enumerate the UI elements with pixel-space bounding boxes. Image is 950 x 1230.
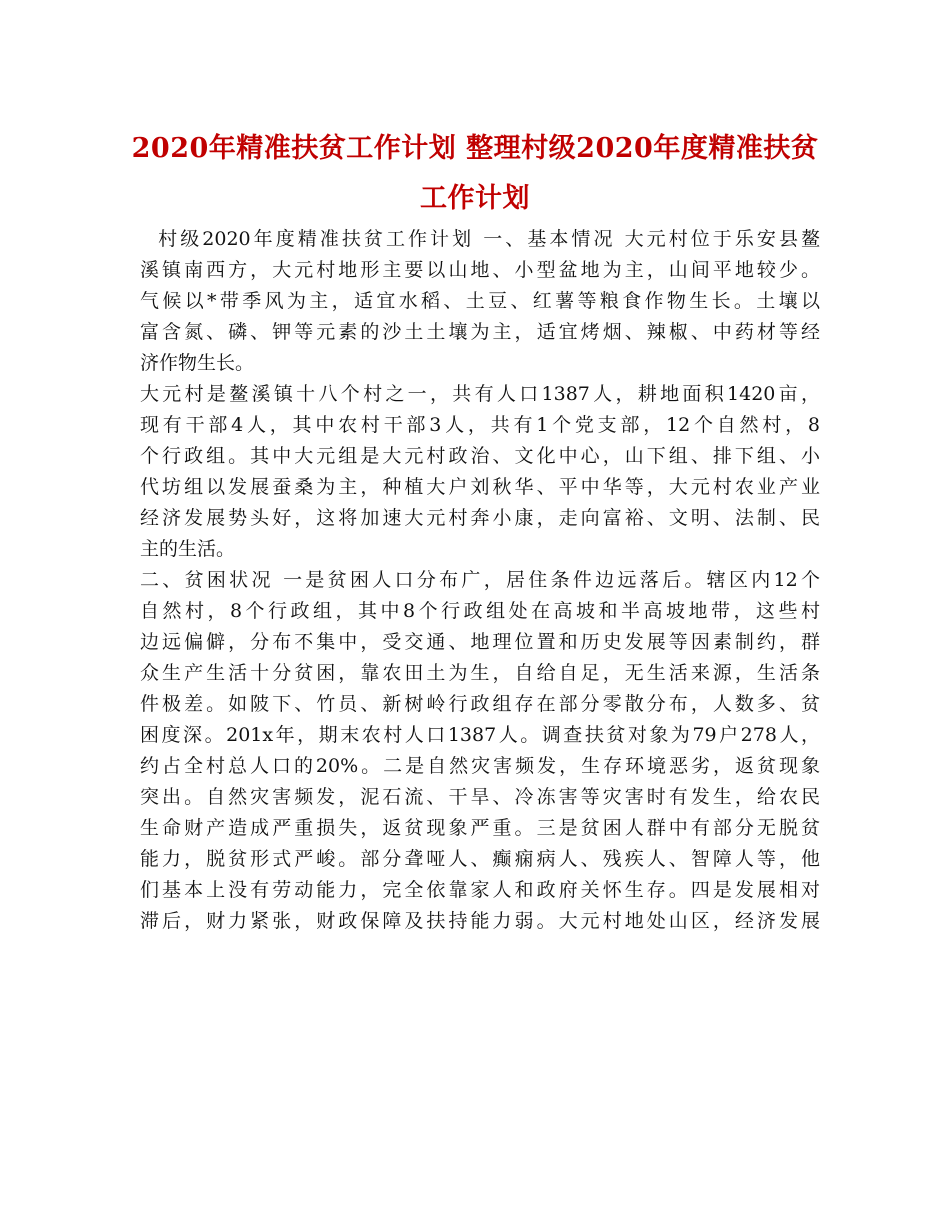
- title-line: 工作计划: [420, 183, 530, 214]
- body-line: 经济发展势头好，这将加速大元村奔小康，走向富裕、文明、法制、民: [140, 507, 820, 529]
- body-line: 突出。自然灾害频发，泥石流、干旱、冷冻害等灾害时有发生，给农民: [140, 786, 820, 808]
- document-body: [140, 224, 820, 937]
- body-line: 气候以*带季风为主，适宜水稻、土豆、红薯等粮食作物生长。土壤以: [140, 290, 820, 312]
- title-line: 2020年精准扶贫工作计划 整理村级2020年度精准扶贫: [131, 133, 819, 164]
- body-line: 村级2020年度精准扶贫工作计划 一、基本情况 大元村位于乐安县鳌: [140, 228, 820, 250]
- body-line: 困度深。201x年，期末农村人口1387人。调查扶贫对象为79户278人，: [140, 724, 820, 746]
- body-line: 们基本上没有劳动能力，完全依靠家人和政府关怀生存。四是发展相对: [140, 879, 820, 901]
- body-line: 自然村，8个行政组，其中8个行政组处在高坡和半高坡地带，这些村: [140, 600, 820, 622]
- body-line: 约占全村总人口的20%。二是自然灾害频发，生存环境恶劣，返贫现象: [140, 755, 820, 777]
- body-line: 主的生活。: [140, 538, 236, 560]
- body-line: 个行政组。其中大元组是大元村政治、文化中心，山下组、排下组、小: [140, 445, 820, 467]
- body-line: 济作物生长。: [140, 352, 255, 374]
- body-line: 件极差。如陂下、竹员、新树岭行政组存在部分零散分布，人数多、贫: [140, 693, 820, 715]
- body-line: 代坊组以发展蚕桑为主，种植大户刘秋华、平中华等，大元村农业产业: [140, 476, 820, 498]
- body-line: 生命财产造成严重损失，返贫现象严重。三是贫困人群中有部分无脱贫: [140, 817, 820, 839]
- body-line: 能力，脱贫形式严峻。部分聋哑人、癫痫病人、残疾人、智障人等，他: [140, 848, 820, 870]
- body-line: 二、贫困状况 一是贫困人口分布广，居住条件边远落后。辖区内12个: [140, 569, 820, 591]
- body-line: 滞后，财力紧张，财政保障及扶持能力弱。大元村地处山区，经济发展: [140, 910, 820, 932]
- body-line: 溪镇南西方，大元村地形主要以山地、小型盆地为主，山间平地较少。: [140, 259, 820, 281]
- document-title: [128, 124, 822, 224]
- body-line: 众生产生活十分贫困，靠农田土为生，自给自足，无生活来源，生活条: [140, 662, 820, 684]
- body-line: 富含氮、磷、钾等元素的沙土土壤为主，适宜烤烟、辣椒、中药材等经: [140, 321, 820, 343]
- body-line: 大元村是鳌溪镇十八个村之一，共有人口1387人，耕地面积1420亩，: [140, 383, 820, 405]
- body-line: 现有干部4人，其中农村干部3人，共有1个党支部，12个自然村，8: [140, 414, 820, 436]
- body-line: 边远偏僻，分布不集中，受交通、地理位置和历史发展等因素制约，群: [140, 631, 820, 653]
